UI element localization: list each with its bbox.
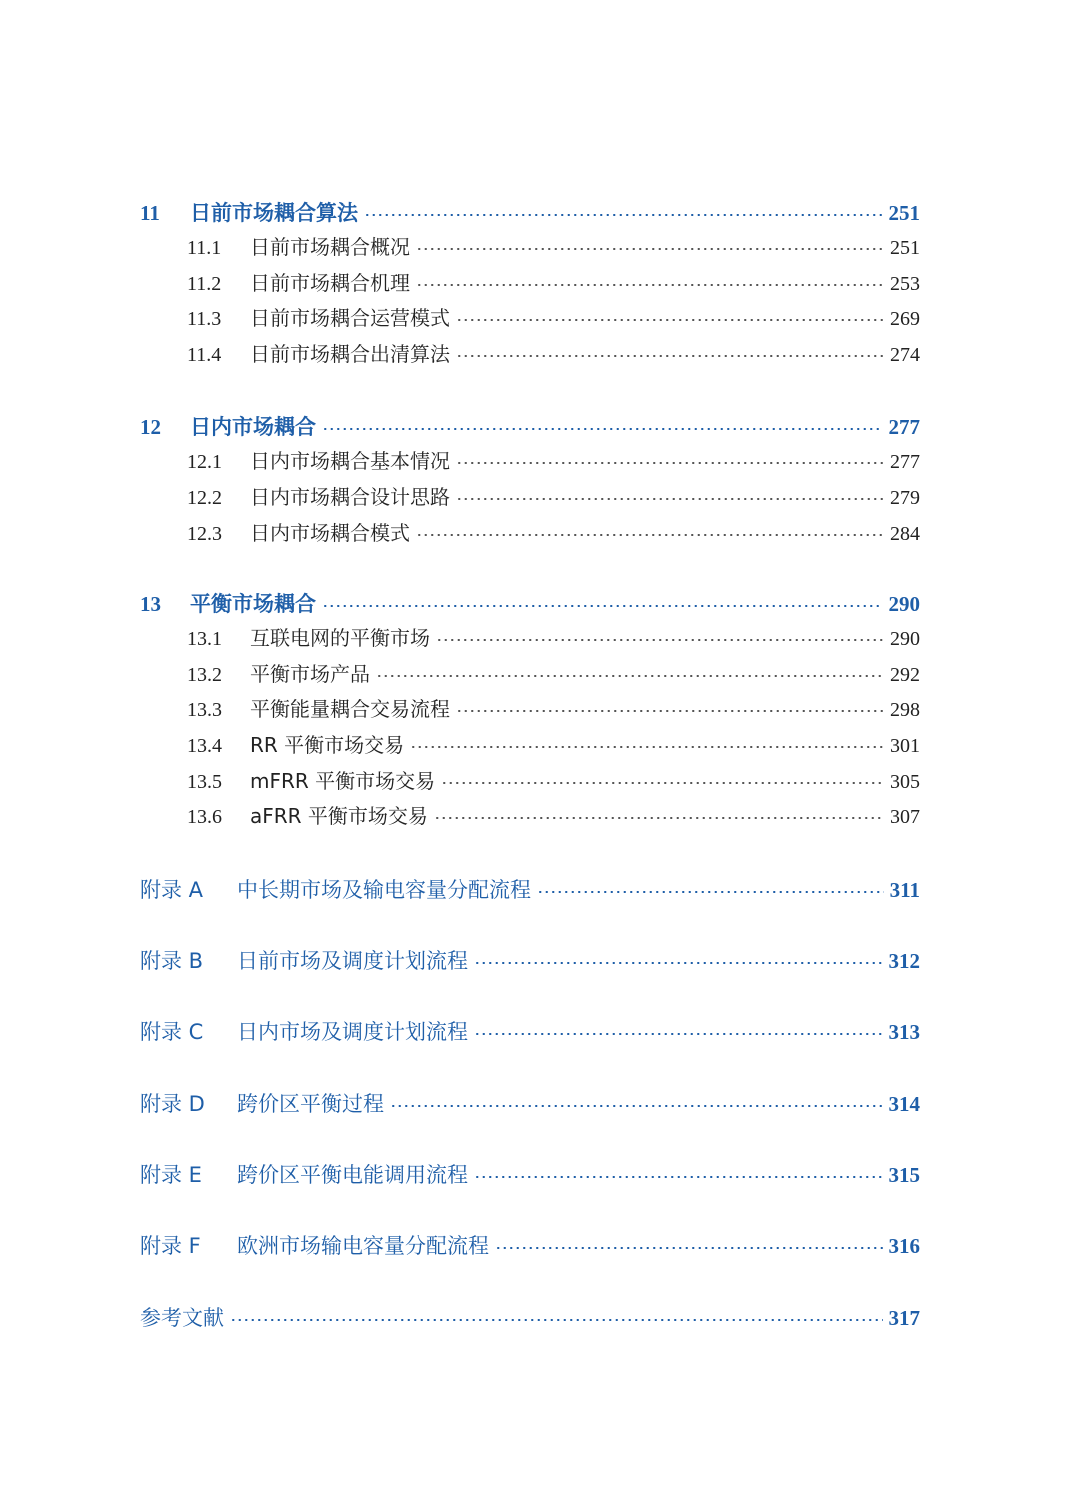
chapter-page: 277 [888, 415, 920, 440]
appendix-page: 311 [889, 877, 920, 902]
toc-chapter-12[interactable] [140, 410, 920, 444]
section-page: 277 [890, 451, 920, 474]
section-page: 307 [890, 806, 920, 829]
chapter-number: 12 [140, 415, 161, 440]
chapter-page: 290 [888, 592, 920, 617]
toc-appendix-b[interactable] [140, 944, 920, 1015]
toc-chapter-11[interactable] [140, 196, 920, 230]
toc-section[interactable] [140, 444, 920, 480]
dot-leader [410, 746, 884, 748]
toc-section[interactable] [140, 266, 920, 302]
appendix-page: 316 [888, 1234, 920, 1259]
appendix-page: 313 [888, 1020, 920, 1045]
dot-leader [436, 639, 884, 641]
section-page: 253 [890, 272, 920, 295]
toc-appendix-f[interactable] [140, 1229, 920, 1300]
section-number: 11.1 [187, 237, 222, 259]
toc-appendix-d[interactable] [140, 1087, 920, 1158]
chapter-title: 平衡市场耦合 [190, 591, 316, 617]
chapter-title: 日内市场耦合 [190, 414, 316, 440]
dot-leader [456, 319, 884, 321]
section-title: RR 平衡市场交易 [250, 732, 405, 757]
chapter-number: 13 [140, 592, 161, 617]
appendix-label: 附录 A [140, 877, 204, 902]
table-of-contents [140, 196, 920, 1335]
section-number: 12.3 [187, 522, 222, 545]
toc-section[interactable] [140, 728, 920, 764]
dot-leader [456, 710, 884, 712]
section-page: 298 [890, 699, 920, 722]
section-number: 13.1 [187, 628, 222, 651]
references-page: 317 [888, 1305, 920, 1330]
section-page: 279 [890, 486, 920, 509]
dot-leader [456, 498, 884, 500]
section-title: 平衡市场产品 [250, 661, 370, 686]
appendix-title: 日内市场及调度计划流程 [237, 1020, 468, 1045]
toc-section[interactable] [140, 230, 920, 266]
toc-section[interactable] [140, 480, 920, 516]
chapter-number: 11 [140, 201, 160, 225]
section-page: 292 [890, 663, 920, 686]
section-title: 日前市场耦合出清算法 [250, 341, 450, 366]
dot-leader [364, 214, 883, 216]
section-number: 13.5 [187, 770, 222, 793]
appendix-label: 附录 C [140, 1020, 204, 1045]
section-number: 13.2 [187, 663, 222, 686]
dot-leader [416, 248, 884, 250]
section-title: 日内市场耦合基本情况 [250, 449, 450, 474]
section-title: mFRR 平衡市场交易 [250, 768, 436, 793]
section-title: 日前市场耦合运营模式 [250, 306, 450, 331]
section-title: 日内市场耦合设计思路 [250, 484, 450, 509]
section-number: 11.3 [187, 308, 222, 331]
appendix-label: 附录 E [140, 1162, 202, 1187]
toc-appendix-e[interactable] [140, 1158, 920, 1229]
dot-leader [230, 1319, 883, 1321]
dot-leader [474, 962, 883, 964]
chapter-page: 251 [888, 201, 920, 225]
toc-section[interactable] [140, 337, 920, 373]
appendix-title: 跨价区平衡电能调用流程 [237, 1162, 468, 1187]
toc-section[interactable] [140, 621, 920, 657]
section-number: 13.4 [187, 734, 222, 757]
dot-leader [390, 1105, 883, 1107]
toc-section[interactable] [140, 301, 920, 337]
dot-leader [434, 817, 884, 819]
appendix-page: 315 [888, 1162, 920, 1187]
appendix-title: 日前市场及调度计划流程 [237, 949, 468, 974]
section-title: 日内市场耦合模式 [250, 520, 410, 545]
dot-leader [376, 675, 884, 677]
section-page: 301 [890, 734, 920, 757]
dot-leader [537, 891, 884, 893]
section-number: 13.6 [187, 806, 222, 829]
dot-leader [474, 1176, 883, 1178]
section-page: 274 [890, 343, 920, 366]
dot-leader [416, 534, 884, 536]
toc-appendix-c[interactable] [140, 1015, 920, 1086]
section-title: 互联电网的平衡市场 [250, 626, 430, 651]
dot-leader [441, 782, 884, 784]
appendix-title: 中长期市场及输电容量分配流程 [237, 877, 531, 902]
section-page: 290 [890, 628, 920, 651]
toc-appendix-a[interactable] [140, 873, 920, 944]
appendix-label: 附录 F [140, 1234, 201, 1259]
toc-section[interactable] [140, 799, 920, 835]
section-number: 11.4 [187, 343, 222, 366]
section-title: 日前市场耦合机理 [250, 270, 410, 295]
section-title: 平衡能量耦合交易流程 [250, 697, 450, 722]
toc-chapter-13[interactable] [140, 587, 920, 621]
dot-leader [322, 605, 883, 607]
section-page: 251 [890, 237, 920, 259]
references-title: 参考文献 [140, 1305, 224, 1330]
section-page: 269 [890, 308, 920, 331]
toc-section[interactable] [140, 657, 920, 693]
appendix-page: 312 [888, 949, 920, 974]
dot-leader [474, 1033, 883, 1035]
section-title: aFRR 平衡市场交易 [250, 804, 428, 829]
section-title: 日前市场耦合概况 [250, 235, 410, 259]
appendix-label: 附录 B [140, 949, 204, 974]
section-page: 284 [890, 522, 920, 545]
toc-references[interactable] [140, 1301, 920, 1335]
appendix-label: 附录 D [140, 1091, 205, 1116]
dot-leader [456, 355, 884, 357]
section-number: 13.3 [187, 699, 222, 722]
toc-section[interactable] [140, 764, 920, 800]
section-number: 11.2 [187, 272, 222, 295]
appendix-page: 314 [888, 1091, 920, 1116]
section-number: 12.2 [187, 486, 222, 509]
toc-section[interactable] [140, 692, 920, 728]
dot-leader [416, 284, 884, 286]
chapter-title: 日前市场耦合算法 [190, 200, 358, 225]
appendix-title: 欧洲市场输电容量分配流程 [237, 1234, 489, 1259]
dot-leader [495, 1247, 883, 1249]
toc-section[interactable] [140, 516, 920, 552]
appendix-title: 跨价区平衡过程 [237, 1091, 384, 1116]
section-number: 12.1 [187, 451, 222, 474]
section-page: 305 [890, 770, 920, 793]
dot-leader [322, 428, 883, 430]
dot-leader [456, 462, 884, 464]
